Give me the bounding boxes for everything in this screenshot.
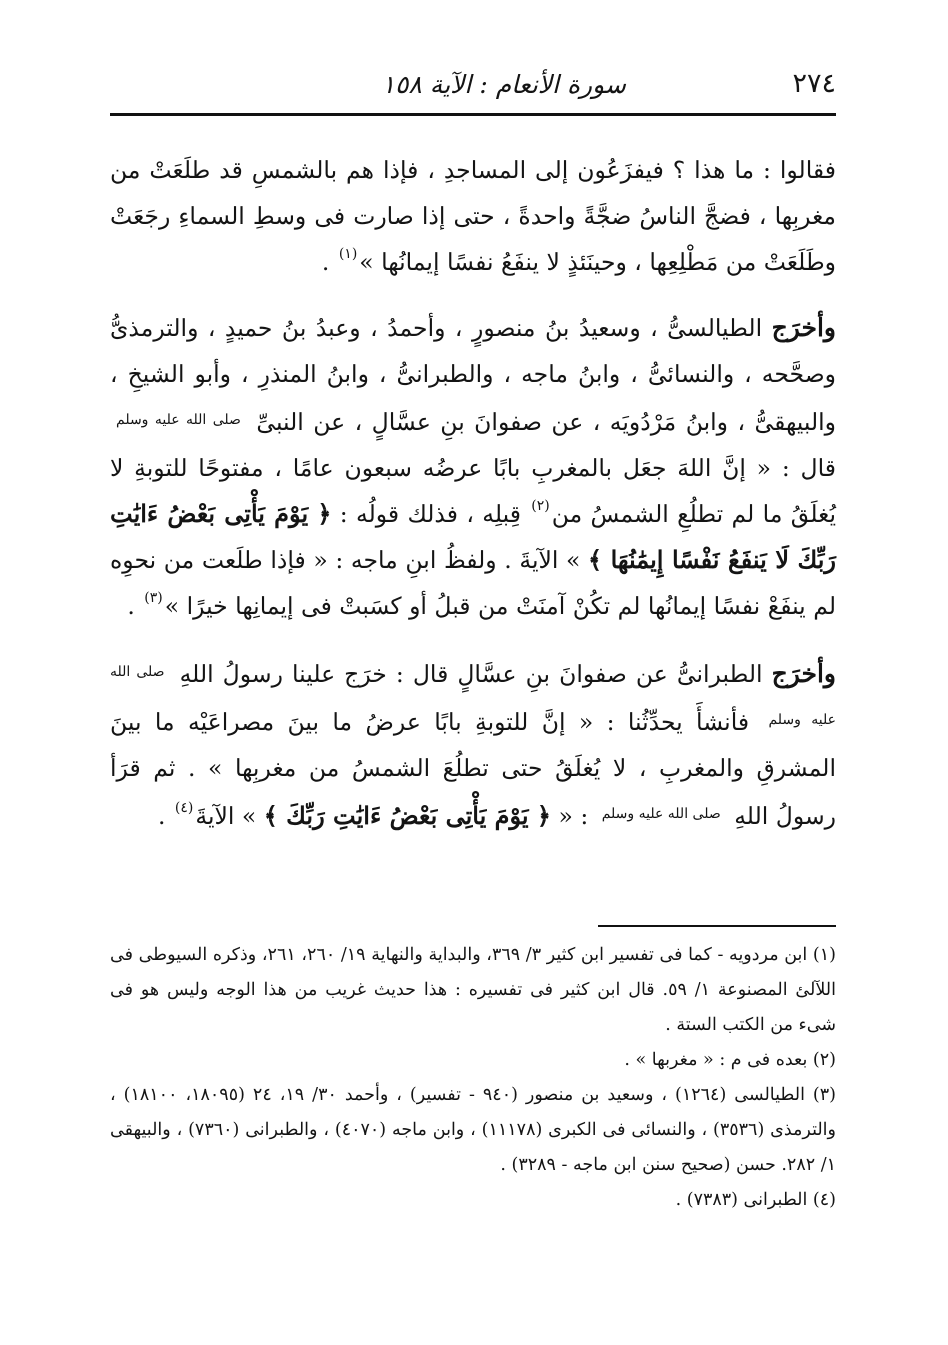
- salla-ligature-icon: صلى الله عليه وسلم: [601, 806, 721, 822]
- running-title: سورة الأنعام : الآية ١٥٨: [381, 70, 626, 99]
- paragraph-1: [110, 147, 836, 285]
- footnote-4: (٤) الطبرانى (٧٣٨٣) .: [675, 1190, 836, 1210]
- paragraph-text: قال : « إنَّ اللهَ جعَل بالمغربِ بابًا عرضُه سبعون عامًا ، مفتوحًا للتوبةِ لا يُغلَقُ ما لم تطلُعِ الشمسُ من: [110, 454, 836, 528]
- footnote-2: (٢) بعده فى م : « مغربها » .: [624, 1050, 836, 1070]
- paragraph-text: : «: [551, 802, 596, 830]
- page-number: ٢٧٤: [792, 68, 836, 99]
- paragraph-lead-word: وأخرَج: [771, 313, 836, 342]
- paragraph-text: قِبلِه ، فذلك قولُه :: [331, 500, 530, 528]
- header-rule: [110, 113, 836, 116]
- paragraph-text: » الآيةَ: [195, 802, 264, 830]
- paragraph-text: » الآيةَ . ولفظُ ابنِ ماجه : « فإذا طلَعت من نحوِه لم ينفَعْ نفسًا إيمانُها لم تكُنْ آمنَتْ من قبلُ أو كسَبتْ فى إيمانِها خيرًا »: [110, 546, 836, 620]
- page-header: [110, 62, 836, 116]
- salla-ligature-icon: صلى الله عليه وسلم: [116, 412, 241, 428]
- salla-ligature-icon: صلى الله عليه وسلم: [110, 664, 836, 728]
- paragraph-tail: .: [127, 592, 143, 620]
- paragraph-3: [110, 649, 836, 839]
- quran-verse: ﴿ يَوْمَ يَأْتِى بَعْضُ ءَايَٰتِ رَبِّكَ لَا يَنفَعُ نَفْسًا إِيمَٰنُهَا ﴾: [110, 499, 837, 574]
- paragraph-text: فقالوا : ما هذا ؟ فيفزَعُون إلى المساجدِ ، فإذا هم بالشمسِ قد طلَعَتْ من مغربِها ، فضجَّ الناسُ ضجَّةً واحدةً ، حتى إذا صارت فى وسطِ السماءِ رجَعَتْ وطَلَعَتْ من مَطْلِعِها ، وحينَئذٍ لا ينفَعُ نفسًا إيمانُها »: [110, 156, 836, 276]
- footnote-1: (١) ابن مردويه - كما فى تفسير ابن كثير ٣/ ٣٦٩، والبداية والنهاية ١٩/ ٢٦٠، ٢٦١، وذكره السيوطى فى اللآلئ المصنوعة ١/ ٥٩. قال ابن كثير فى تفسيره : هذا حديث غريب من هذا الوجه وليس هو فى شىء من الكتب الستة .: [110, 945, 836, 1035]
- main-text: [110, 147, 836, 859]
- paragraph-tail: .: [157, 802, 173, 830]
- footnote-ref[interactable]: (٤): [174, 800, 194, 816]
- paragraph-tail: .: [321, 248, 337, 276]
- paragraph-2: [110, 305, 836, 629]
- footnote-separator: [598, 925, 836, 927]
- quran-verse: ﴿ يَوْمَ يَأْتِى بَعْضُ ءَايَٰتِ رَبِّكَ ﴾: [263, 801, 551, 830]
- footnote-ref[interactable]: (٢): [531, 498, 550, 514]
- paragraph-text: الطيالسىُّ ، وسعيدُ بنُ منصورٍ ، وأحمدُ ، وعبدُ بنُ حميدٍ ، والترمذىُّ وصحَّحه ، والنسائىُّ ، وابنُ ماجه ، والطبرانىُّ ، وابنُ المنذرِ ، وأبو الشيخِ ، والبيهقىُّ ، وابنُ مَرْدُويَه ، عن صفوانَ بنِ عسَّالٍ ، عن النبىِّ: [110, 314, 837, 436]
- footnote-3: (٣) الطيالسى (١٢٦٤) ، وسعيد بن منصور (٩٤٠ - تفسير) ، وأحمد ٣٠/ ١٩، ٢٤ (١٨٠٩٥، ١٨١٠٠) ، والترمذى (٣٥٣٦) ، والنسائى فى الكبرى (١١١٧٨) ، وابن ماجه (٤٠٧٠) ، والطبرانى (٧٣٦٠) ، والبيهقى ١/ ٢٨٢. حسن (صحيح سنن ابن ماجه - ٣٢٨٩) .: [110, 1085, 836, 1175]
- footnote-ref[interactable]: (٣): [144, 590, 163, 606]
- footnote-ref[interactable]: (١): [338, 246, 358, 262]
- paragraph-text: الطبرانىُّ عن صفوانَ بنِ عسَّالٍ قال : خرَج علينا رسولُ اللهِ: [179, 660, 772, 688]
- paragraph-text: فأنشأَ يحدِّثُنا : « إنَّ للتوبةِ بابًا عرضُ ما بينَ مصراعَيْه ما بينَ المشرقِ والمغربِ ، لا يُغلَقُ حتى تطلُعَ الشمسُ من مغربِها » . ثم قرَأ رسولُ اللهِ: [110, 708, 836, 830]
- footnotes: [110, 938, 836, 1218]
- paragraph-lead-word: وأخرَج: [771, 659, 836, 688]
